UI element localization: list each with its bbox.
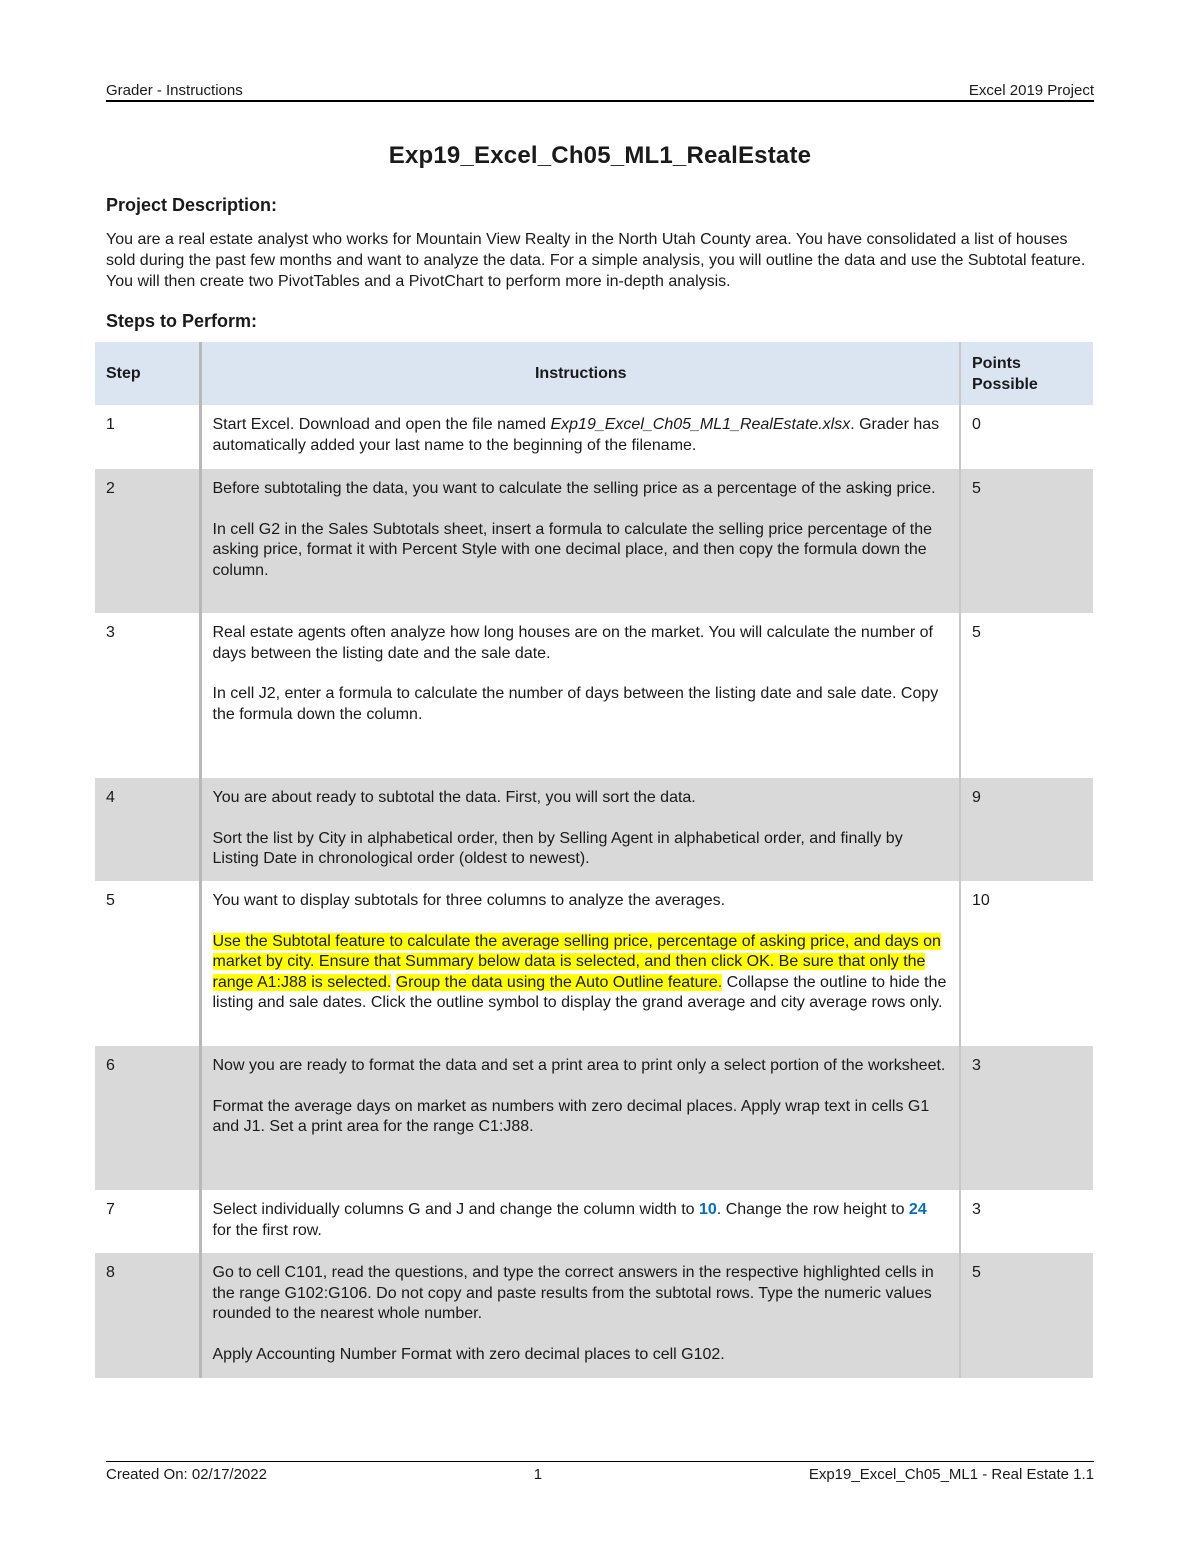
footer-page-number: 1 xyxy=(533,1466,543,1483)
instruction-text: Select individually columns G and J and change the column width to xyxy=(212,1201,699,1218)
step-points: 3 xyxy=(972,1201,981,1218)
step-number: 5 xyxy=(95,881,200,1046)
instruction-paragraph: Now you are ready to format the data and set a print area to print only a select portion of the worksheet. xyxy=(212,1057,946,1074)
step-instructions xyxy=(200,469,960,613)
step-instructions xyxy=(200,1190,960,1253)
table-row xyxy=(95,613,1093,778)
step-points: 5 xyxy=(960,469,1093,613)
header-points: Points Possible xyxy=(960,342,1093,405)
column-width-value: 10 xyxy=(699,1201,717,1218)
step-number: 7 xyxy=(95,1190,200,1253)
step-instructions xyxy=(200,881,960,1046)
file-name: Exp19_Excel_Ch05_ML1_RealEstate.xlsx xyxy=(550,416,851,433)
steps-table xyxy=(95,342,1093,1378)
table-row xyxy=(95,469,1093,613)
instruction-paragraph: Format the average days on market as numbers with zero decimal places. Apply wrap text in cells G1 and J1. Set a print area for the range C1:J88. xyxy=(212,1097,930,1135)
step-points: 5 xyxy=(960,1253,1093,1378)
footer-document-name: Exp19_Excel_Ch05_ML1 - Real Estate 1.1 xyxy=(808,1466,1094,1483)
instruction-paragraph: Go to cell C101, read the questions, and type the correct answers in the respective highlighted cells in the range G102:G106. Do not copy and paste results from the subtotal rows. Type the numeric values rounded to the nearest whole number. xyxy=(212,1264,934,1322)
highlighted-text: Group the data using the Auto Outline feature. xyxy=(395,973,723,991)
step-instructions xyxy=(200,405,960,469)
instruction-paragraph: In cell G2 in the Sales Subtotals sheet, insert a formula to calculate the selling price percentage of the asking price, format it with Percent Style with one decimal place, and then copy the formula down the column. xyxy=(212,520,933,579)
step-number: 2 xyxy=(95,469,200,613)
step-number: 3 xyxy=(95,613,200,778)
row-height-value: 24 xyxy=(908,1201,927,1218)
instruction-paragraph xyxy=(213,932,950,1014)
instruction-text: Collapse the outline to hide the listing and sale dates. Click the outline symbol to display the grand average and city average rows only. xyxy=(212,973,947,1011)
step-points: 9 xyxy=(960,778,1093,881)
table-row xyxy=(95,1253,1093,1378)
step-instructions xyxy=(200,613,960,778)
header-left: Grader - Instructions xyxy=(106,82,243,99)
highlighted-text: Use the Subtotal feature to calculate the average selling price, percentage of asking price, and days on market by city. Ensure that Summary below data is selected, and then click OK. Be sure that only the range A1:J88 is selected. xyxy=(212,932,941,991)
instruction-paragraph: Before subtotaling the data, you want to calculate the selling price as a percentage of the asking price. xyxy=(212,480,936,497)
page-footer xyxy=(106,1461,1094,1483)
instruction-text: . Change the row height to xyxy=(716,1201,909,1218)
project-description-text: You are a real estate analyst who works for Mountain View Realty in the North Utah County area. You have consolidated a list of houses sold during the past few months and want to analyze the data. For a simple analysis, you will outline the data and use the Subtotal feature. You will then create two PivotTables and a PivotChart to perform more in-depth analysis. xyxy=(106,231,1086,290)
step-instructions xyxy=(200,1253,960,1378)
header-step: Step xyxy=(95,342,200,405)
table-row xyxy=(95,881,1093,1046)
table-row xyxy=(95,405,1093,469)
footer-created-date: Created On: 02/17/2022 xyxy=(106,1466,267,1483)
step-number: 6 xyxy=(95,1046,200,1190)
instruction-paragraph: Apply Accounting Number Format with zero decimal places to cell G102. xyxy=(212,1345,725,1363)
header-right: Excel 2019 Project xyxy=(968,82,1094,99)
project-description-heading: Project Description: xyxy=(106,195,278,215)
step-points: 10 xyxy=(972,892,990,909)
document-title: Exp19_Excel_Ch05_ML1_RealEstate xyxy=(388,142,812,169)
instruction-text: for the first row. xyxy=(212,1221,322,1239)
steps-heading: Steps to Perform: xyxy=(106,311,258,331)
step-number: 8 xyxy=(95,1253,200,1378)
header-instructions: Instructions xyxy=(200,342,960,405)
instruction-paragraph: Sort the list by City in alphabetical order, then by Selling Agent in alphabetical order, and finally by Listing Date in chronological order (oldest to newest). xyxy=(212,829,903,867)
step-number: 4 xyxy=(95,778,200,881)
step-instructions xyxy=(200,778,960,881)
step-points: 0 xyxy=(972,416,981,433)
step-number: 1 xyxy=(95,405,200,469)
page-header xyxy=(106,82,1094,102)
step-instructions xyxy=(200,1046,960,1190)
table-row xyxy=(95,1190,1093,1253)
step-points: 5 xyxy=(972,624,981,641)
instruction-paragraph: Real estate agents often analyze how long houses are on the market. You will calculate the number of days between the listing date and the sale date. xyxy=(212,624,933,662)
step-points: 3 xyxy=(960,1046,1093,1190)
table-header-row xyxy=(95,342,1093,405)
instruction-paragraph: You want to display subtotals for three columns to analyze the averages. xyxy=(212,892,726,909)
table-row xyxy=(95,1046,1093,1190)
instruction-paragraph: In cell J2, enter a formula to calculate the number of days between the listing date and sale date. Copy the formula down the column. xyxy=(212,685,939,723)
instruction-paragraph: You are about ready to subtotal the data. First, you will sort the data. xyxy=(212,789,696,806)
instruction-text: Start Excel. Download and open the file named xyxy=(212,416,551,433)
table-row xyxy=(95,778,1093,881)
instruction-text: . Grader has automatically added your last name to the beginning of the filename. xyxy=(212,416,940,454)
